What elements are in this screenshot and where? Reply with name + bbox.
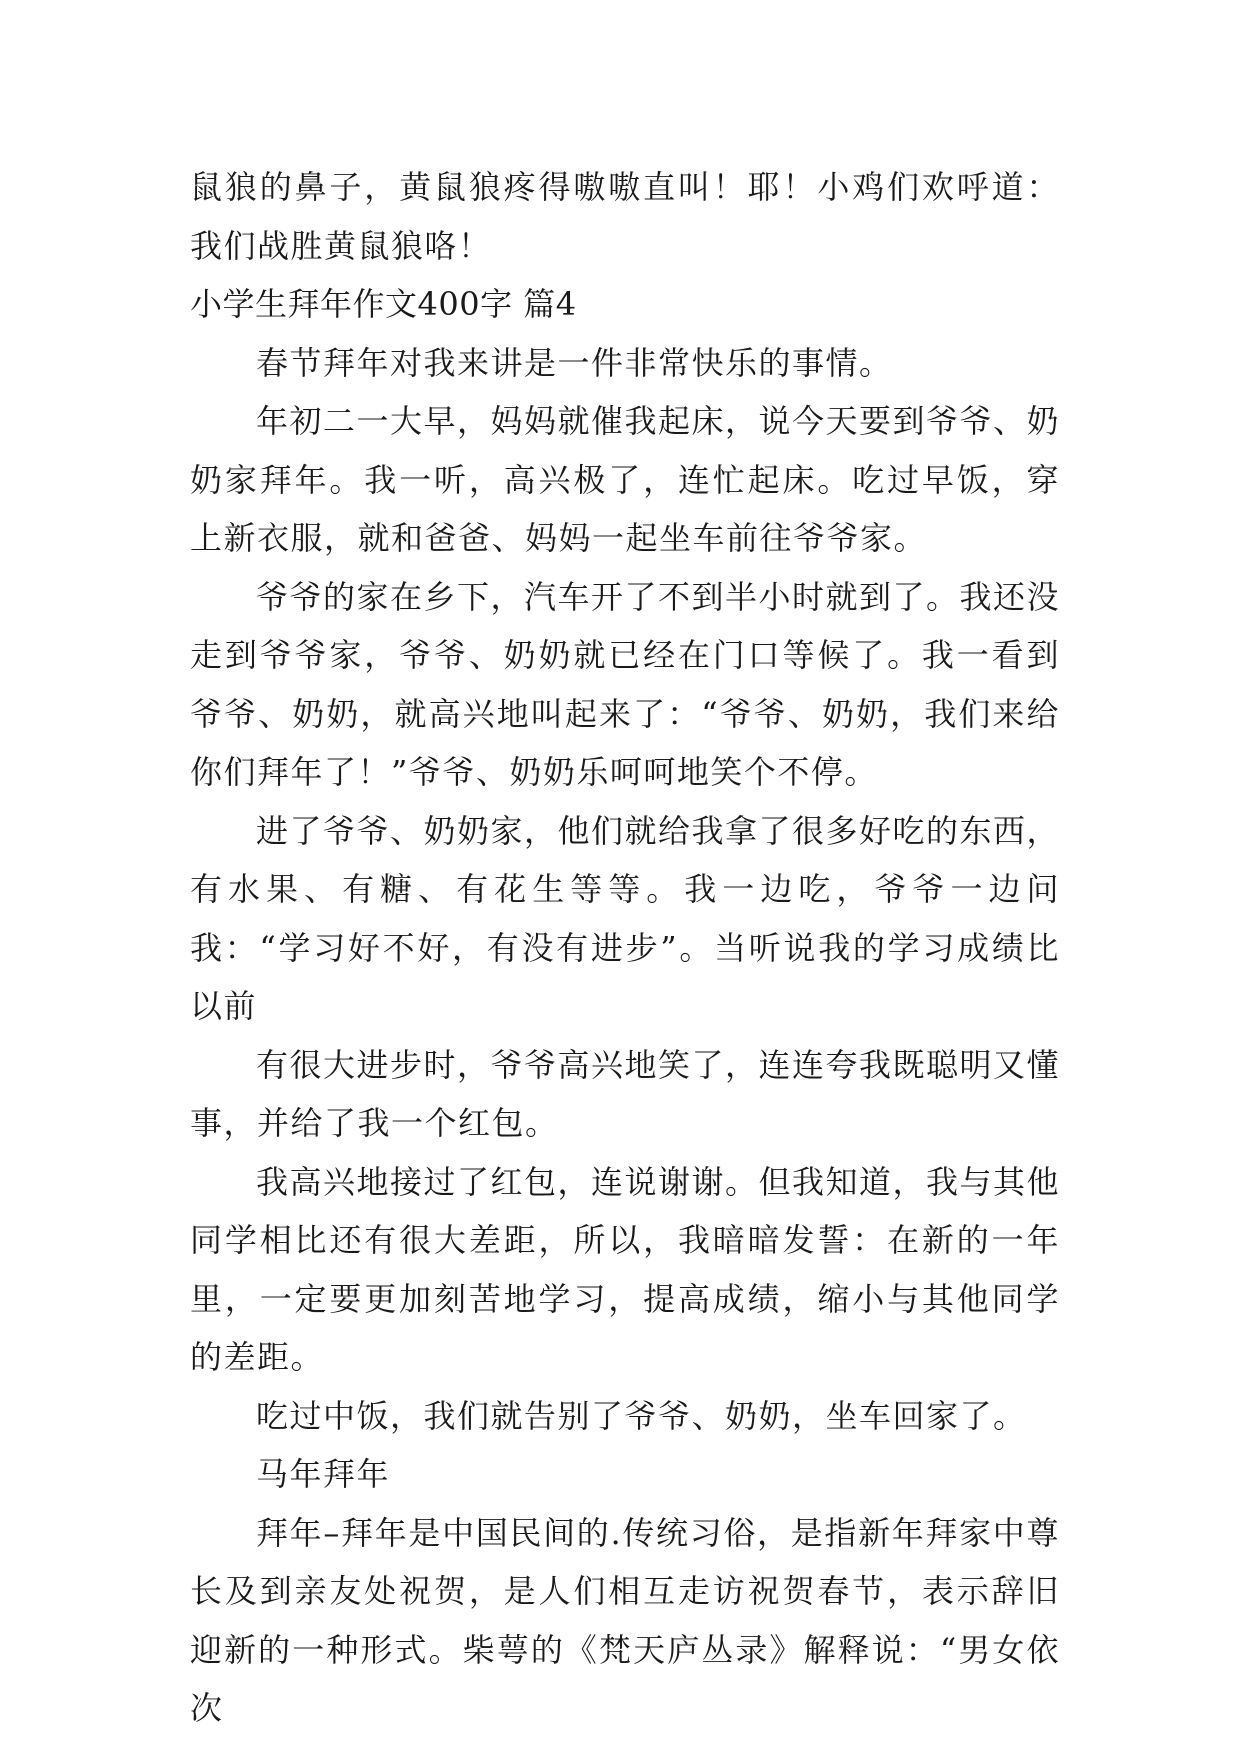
paragraph-story-ending: 鼠狼的鼻子，黄鼠狼疼得嗷嗷直叫！耶！小鸡们欢呼道：我们战胜黄鼠狼咯！ [190, 168, 1060, 265]
paragraph-morning: 年初二一大早，妈妈就催我起床，说今天要到爷爷、奶奶家拜年。我一听，高兴极了，连忙起床。吃过早饭，穿上新衣服，就和爸爸、妈妈一起坐车前往爷爷家。 [190, 402, 1061, 557]
paragraph-intro: 春节拜年对我来讲是一件非常快乐的事情。 [256, 343, 893, 382]
paragraph-vow: 我高兴地接过了红包，连说谢谢。但我知道，我与其他同学相比还有很大差距，所以，我暗暗发誓：在新的一年里，一定要更加刻苦地学习，提高成绩，缩小与其他同学的差距。 [190, 1162, 1061, 1376]
subheading-horse-year: 马年拜年 [256, 1455, 391, 1493]
paragraph-snacks: 进了爷爷、奶奶家，他们就给我拿了很多好吃的东西，有水果、有糖、有花生等等。我一边吃，爷爷一边问我：“学习好不好，有没有进步”。当听说我的学习成绩比以前 [190, 811, 1061, 1025]
paragraph-red-envelope: 有很大进步时，爷爷高兴地笑了，连连夸我既聪明又懂事，并给了我一个红包。 [190, 1045, 1061, 1142]
paragraph-return-home: 吃过中饭，我们就告别了爷爷、奶奶，坐车回家了。 [256, 1396, 1027, 1435]
paragraph-arrival: 爷爷的家在乡下，汽车开了不到半小时就到了。我还没走到爷爷家，爷爷、奶奶就已经在门口等候了。我一看到爷爷、奶奶，就高兴地叫起来了：“爷爷、奶奶，我们来给你们拜年了！”爷爷、奶奶乐呵呵地笑个不停。 [190, 577, 1061, 791]
paragraph-custom-explanation: 拜年–拜年是中国民间的.传统习俗，是指新年拜家中尊长及到亲友处祝贺，是人们相互走访祝贺春节，表示辞旧迎新的一种形式。柴萼的《梵天庐丛录》解释说：“男女依次 [190, 1513, 1060, 1727]
document-body [190, 158, 1060, 1738]
section-heading: 小学生拜年作文400字 篇4 [190, 285, 577, 323]
